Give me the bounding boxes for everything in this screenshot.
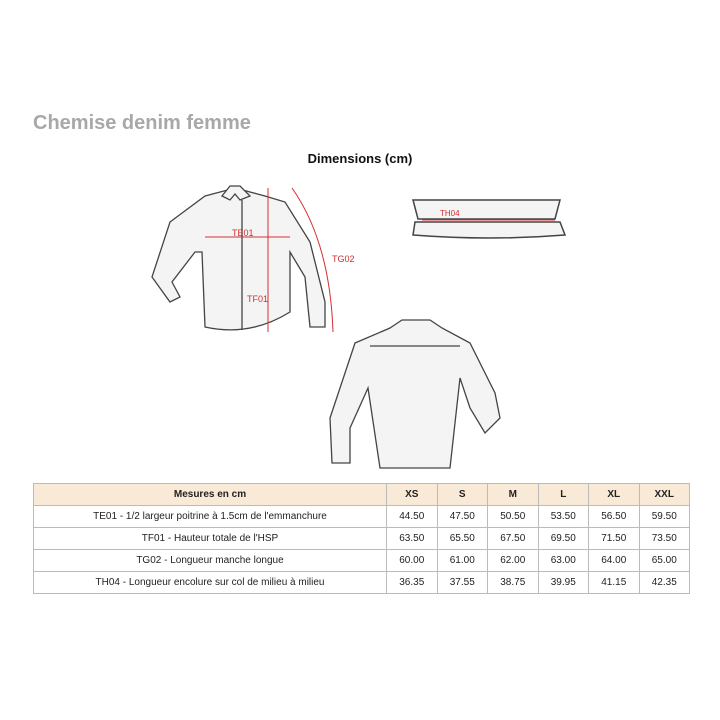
measure-label-cell: TH04 - Longueur encolure sur col de milieu à milieu: [34, 572, 387, 594]
size-value-cell: 73.50: [639, 528, 690, 550]
table-row: [34, 550, 690, 572]
size-value-cell: 67.50: [488, 528, 539, 550]
size-value-cell: 39.95: [538, 572, 589, 594]
table-row: [34, 572, 690, 594]
size-value-cell: 62.00: [488, 550, 539, 572]
header-size: XS: [387, 484, 438, 506]
page-title: Chemise denim femme: [33, 112, 251, 134]
table-header-row: [34, 484, 690, 506]
header-size: M: [488, 484, 539, 506]
front-shirt-diagram: [150, 182, 370, 334]
size-value-cell: 69.50: [538, 528, 589, 550]
th04-label: TH04: [440, 209, 460, 218]
size-value-cell: 63.00: [538, 550, 589, 572]
header-size: L: [538, 484, 589, 506]
table-row: [34, 528, 690, 550]
size-value-cell: 42.35: [639, 572, 690, 594]
size-value-cell: 65.00: [639, 550, 690, 572]
size-value-cell: 59.50: [639, 506, 690, 528]
dimensions-heading: Dimensions (cm): [307, 151, 413, 166]
size-value-cell: 47.50: [437, 506, 488, 528]
size-value-cell: 50.50: [488, 506, 539, 528]
size-value-cell: 61.00: [437, 550, 488, 572]
size-chart-table: [33, 483, 690, 594]
back-shirt-diagram: [320, 318, 505, 473]
size-value-cell: 64.00: [589, 550, 640, 572]
header-size: XL: [589, 484, 640, 506]
size-value-cell: 65.50: [437, 528, 488, 550]
header-size: XXL: [639, 484, 690, 506]
size-value-cell: 71.50: [589, 528, 640, 550]
header-size: S: [437, 484, 488, 506]
size-value-cell: 44.50: [387, 506, 438, 528]
size-value-cell: 38.75: [488, 572, 539, 594]
size-value-cell: 53.50: [538, 506, 589, 528]
size-value-cell: 60.00: [387, 550, 438, 572]
tg02-label: TG02: [332, 254, 355, 264]
te01-label: TE01: [232, 228, 254, 238]
table-row: [34, 506, 690, 528]
size-value-cell: 37.55: [437, 572, 488, 594]
header-measure: Mesures en cm: [34, 484, 387, 506]
measure-label-cell: TF01 - Hauteur totale de l'HSP: [34, 528, 387, 550]
collar-diagram: [410, 197, 570, 242]
size-value-cell: 41.15: [589, 572, 640, 594]
size-value-cell: 36.35: [387, 572, 438, 594]
measure-label-cell: TE01 - 1/2 largeur poitrine à 1.5cm de l'emmanchure: [34, 506, 387, 528]
tf01-label: TF01: [247, 294, 269, 304]
size-value-cell: 63.50: [387, 528, 438, 550]
size-value-cell: 56.50: [589, 506, 640, 528]
measure-label-cell: TG02 - Longueur manche longue: [34, 550, 387, 572]
